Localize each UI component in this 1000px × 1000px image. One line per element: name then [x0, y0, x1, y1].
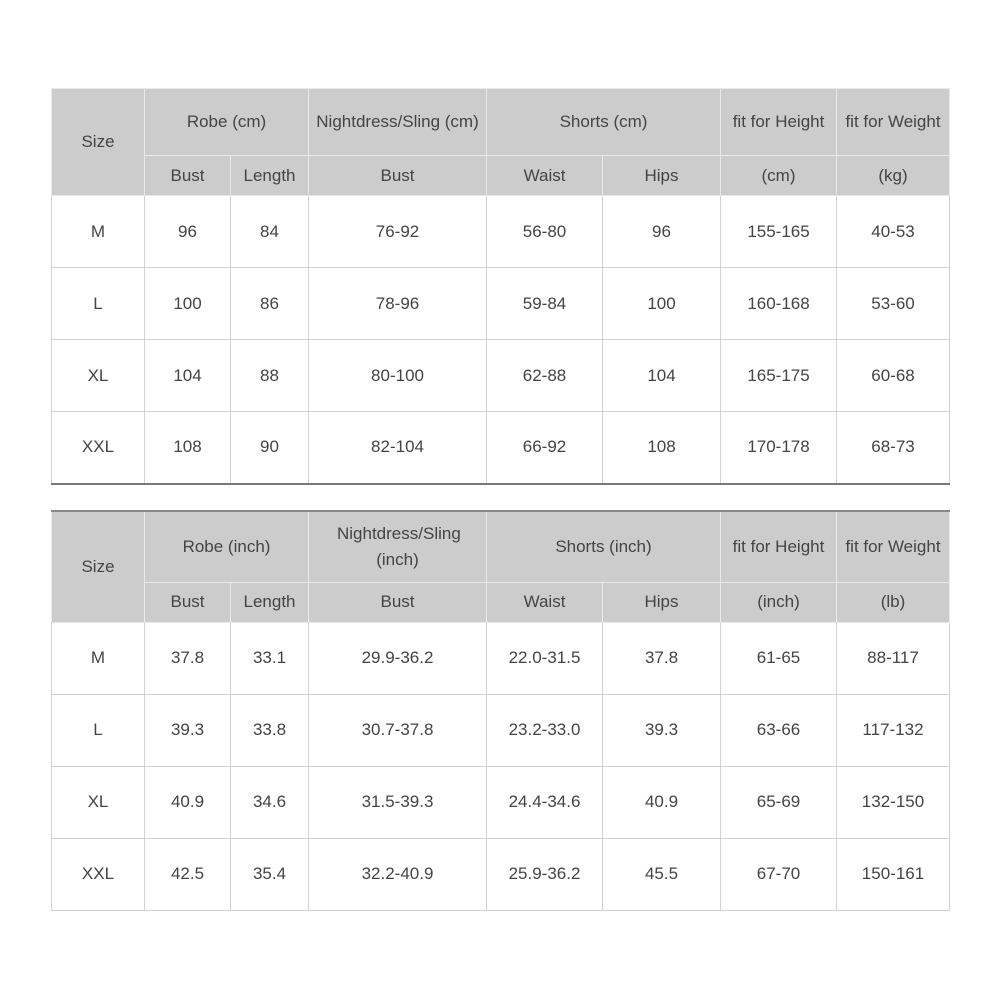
table-cell: 39.3 — [145, 694, 231, 766]
table-cell: 76-92 — [309, 196, 487, 268]
robe-group-header: Robe (cm) — [145, 89, 309, 156]
nightdress-group-header: Nightdress/Sling (inch) — [309, 511, 487, 582]
shorts-group-header: Shorts (inch) — [487, 511, 721, 582]
height-group-header: fit for Height — [721, 511, 837, 582]
table-cell: 42.5 — [145, 838, 231, 910]
table-row — [52, 196, 950, 268]
table-cell: 25.9-36.2 — [487, 838, 603, 910]
table-cell: 62-88 — [487, 340, 603, 412]
table-row — [52, 340, 950, 412]
table-row — [52, 694, 950, 766]
size-header: Size — [52, 511, 145, 622]
table-cell: 63-66 — [721, 694, 837, 766]
subheader-cell: Waist — [487, 156, 603, 196]
size-cell: XL — [52, 766, 145, 838]
table-cell: 35.4 — [231, 838, 309, 910]
size-header: Size — [52, 89, 145, 196]
size-cell: L — [52, 694, 145, 766]
table-cell: 33.1 — [231, 622, 309, 694]
table-cell: 80-100 — [309, 340, 487, 412]
table-cell: 40-53 — [837, 196, 950, 268]
size-table-cm — [51, 88, 950, 485]
table-cell: 100 — [603, 268, 721, 340]
table-cell: 160-168 — [721, 268, 837, 340]
table-cell: 108 — [145, 412, 231, 484]
subheader-cell: Bust — [145, 156, 231, 196]
table-cell: 31.5-39.3 — [309, 766, 487, 838]
subheader-cell: (cm) — [721, 156, 837, 196]
height-group-header: fit for Height — [721, 89, 837, 156]
table-row — [52, 766, 950, 838]
table-cell: 150-161 — [837, 838, 950, 910]
table-cell: 165-175 — [721, 340, 837, 412]
table-cell: 23.2-33.0 — [487, 694, 603, 766]
table-cell: 104 — [145, 340, 231, 412]
size-cell: XL — [52, 340, 145, 412]
table-cell: 117-132 — [837, 694, 950, 766]
shorts-group-header: Shorts (cm) — [487, 89, 721, 156]
size-cell: XXL — [52, 412, 145, 484]
table-cell: 170-178 — [721, 412, 837, 484]
robe-group-header: Robe (inch) — [145, 511, 309, 582]
table-cell: 53-60 — [837, 268, 950, 340]
table-cell: 67-70 — [721, 838, 837, 910]
table-cell: 40.9 — [145, 766, 231, 838]
table-cell: 84 — [231, 196, 309, 268]
subheader-cell: Waist — [487, 582, 603, 622]
table-row — [52, 838, 950, 910]
table-cell: 104 — [603, 340, 721, 412]
table-cell: 65-69 — [721, 766, 837, 838]
weight-group-header: fit for Weight — [837, 89, 950, 156]
table-cell: 86 — [231, 268, 309, 340]
table-cell: 88-117 — [837, 622, 950, 694]
subheader-cell: Hips — [603, 582, 721, 622]
table-cell: 59-84 — [487, 268, 603, 340]
subheader-cell: Length — [231, 156, 309, 196]
subheader-cell: Bust — [309, 156, 487, 196]
table-cell: 30.7-37.8 — [309, 694, 487, 766]
header-row — [52, 89, 950, 156]
table-row — [52, 622, 950, 694]
table-cell: 68-73 — [837, 412, 950, 484]
table-cell: 32.2-40.9 — [309, 838, 487, 910]
table-row — [52, 412, 950, 484]
subheader-row — [52, 156, 950, 196]
table-cell: 100 — [145, 268, 231, 340]
table-cell: 56-80 — [487, 196, 603, 268]
subheader-cell: Hips — [603, 156, 721, 196]
size-cell: M — [52, 622, 145, 694]
size-table-inch — [51, 510, 950, 911]
table-cell: 88 — [231, 340, 309, 412]
table-cell: 33.8 — [231, 694, 309, 766]
table-cell: 96 — [145, 196, 231, 268]
size-cell: M — [52, 196, 145, 268]
table-cell: 82-104 — [309, 412, 487, 484]
table-cell: 40.9 — [603, 766, 721, 838]
subheader-cell: Length — [231, 582, 309, 622]
table-cell: 22.0-31.5 — [487, 622, 603, 694]
table-cell: 34.6 — [231, 766, 309, 838]
header-row — [52, 511, 950, 582]
subheader-cell: (kg) — [837, 156, 950, 196]
table-cell: 61-65 — [721, 622, 837, 694]
table-cell: 90 — [231, 412, 309, 484]
subheader-cell: Bust — [145, 582, 231, 622]
table-cell: 132-150 — [837, 766, 950, 838]
subheader-cell: (lb) — [837, 582, 950, 622]
table-cell: 29.9-36.2 — [309, 622, 487, 694]
table-cell: 108 — [603, 412, 721, 484]
table-cell: 78-96 — [309, 268, 487, 340]
subheader-cell: Bust — [309, 582, 487, 622]
subheader-cell: (inch) — [721, 582, 837, 622]
table-row — [52, 268, 950, 340]
table-cell: 37.8 — [145, 622, 231, 694]
size-cell: L — [52, 268, 145, 340]
table-cell: 24.4-34.6 — [487, 766, 603, 838]
table-cell: 96 — [603, 196, 721, 268]
table-cell: 39.3 — [603, 694, 721, 766]
table-cell: 66-92 — [487, 412, 603, 484]
table-cell: 45.5 — [603, 838, 721, 910]
size-cell: XXL — [52, 838, 145, 910]
table-cell: 60-68 — [837, 340, 950, 412]
nightdress-group-header: Nightdress/Sling (cm) — [309, 89, 487, 156]
subheader-row — [52, 582, 950, 622]
weight-group-header: fit for Weight — [837, 511, 950, 582]
table-cell: 155-165 — [721, 196, 837, 268]
table-cell: 37.8 — [603, 622, 721, 694]
